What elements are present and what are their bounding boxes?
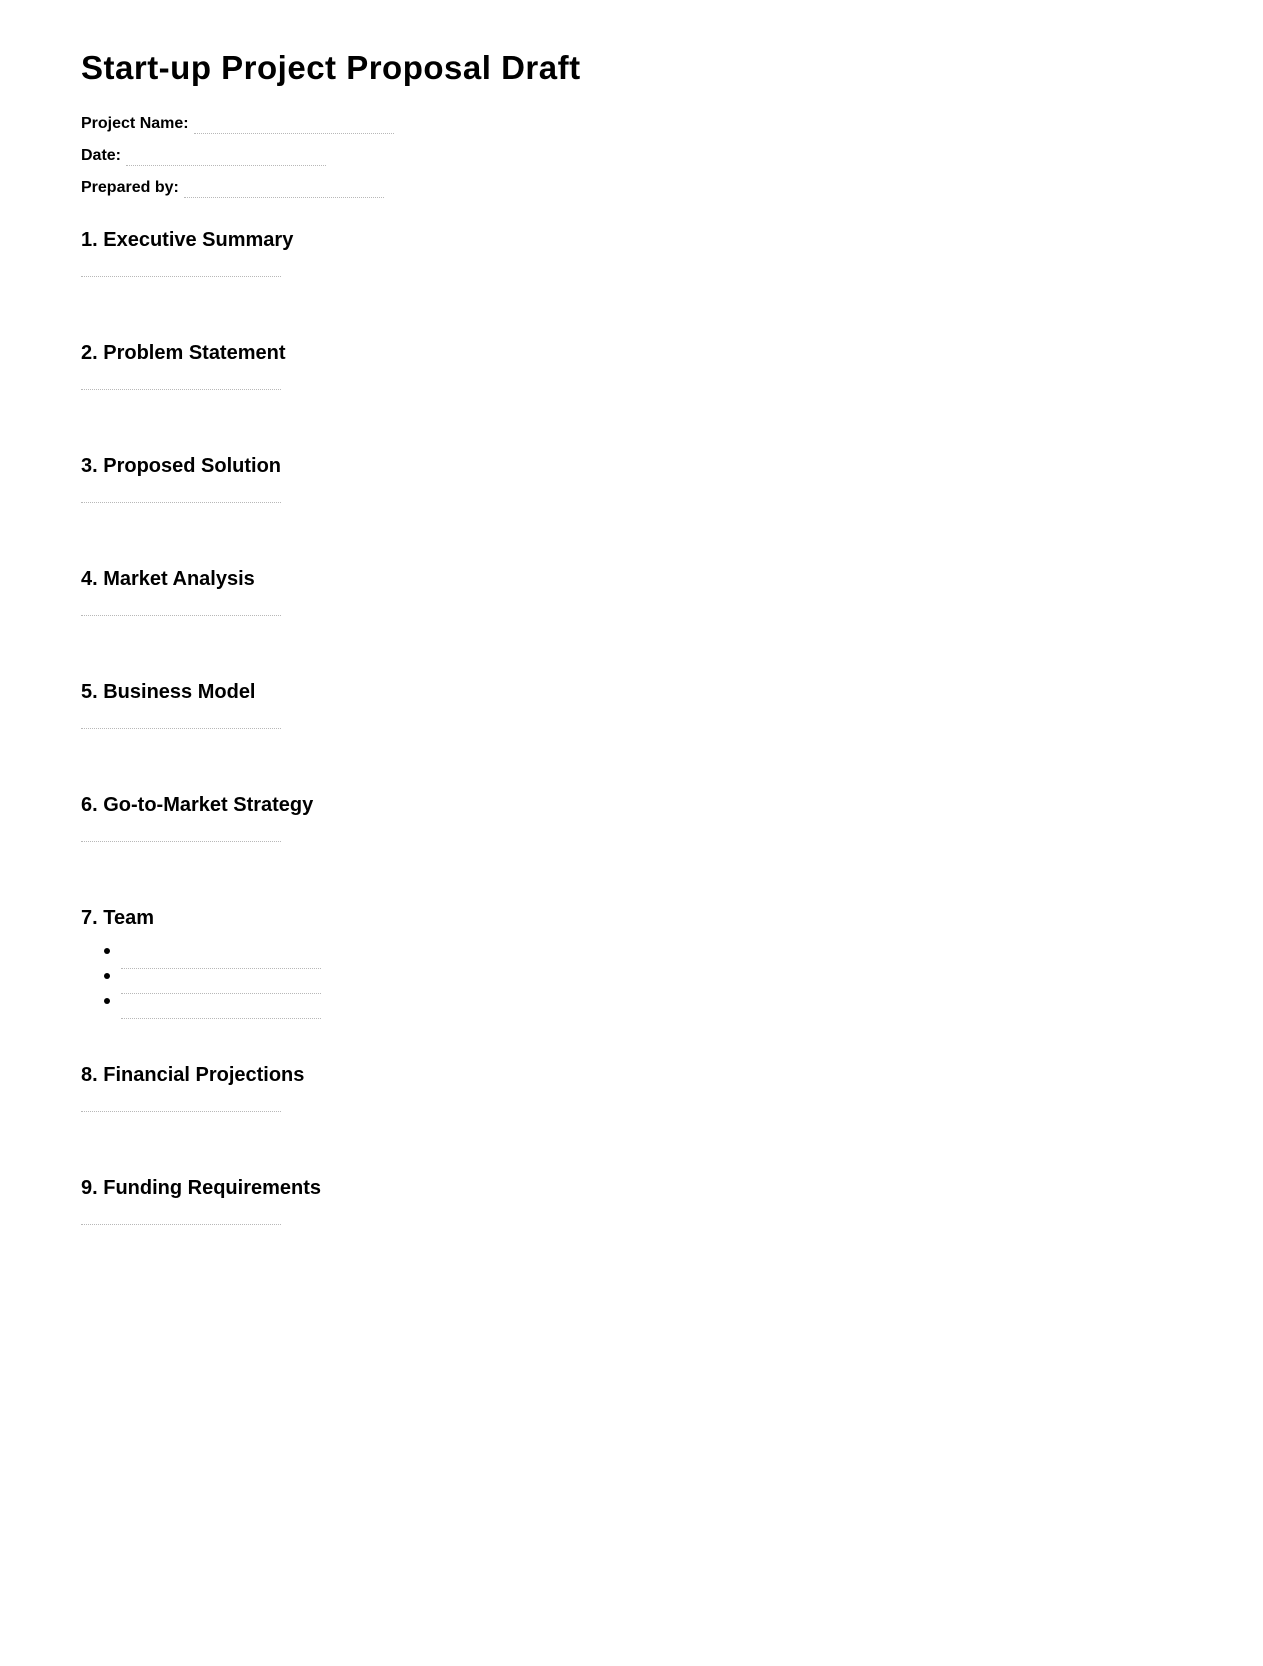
business-model-field[interactable] <box>81 727 281 729</box>
meta-row-date <box>81 134 1181 166</box>
meta-fields <box>81 102 1181 198</box>
section-heading: 1. Executive Summary <box>81 229 294 251</box>
section-financial-projections <box>81 1063 1181 1112</box>
team-member-field[interactable] <box>121 948 321 969</box>
project-name-label: Project Name: <box>81 115 189 132</box>
section-heading: 8. Financial Projections <box>81 1064 305 1086</box>
funding-requirements-field[interactable] <box>81 1223 281 1225</box>
section-heading: 2. Problem Statement <box>81 342 286 364</box>
executive-summary-field[interactable] <box>81 275 281 277</box>
section-heading: 5. Business Model <box>81 681 256 703</box>
list-item <box>81 944 1181 969</box>
proposal-sections <box>81 228 1181 1225</box>
section-executive-summary <box>81 228 1181 277</box>
team-member-field[interactable] <box>121 973 321 994</box>
bullet-icon <box>104 998 110 1004</box>
meta-row-project-name <box>81 102 1181 134</box>
proposed-solution-field[interactable] <box>81 501 281 503</box>
bullet-icon <box>104 973 110 979</box>
section-team <box>81 906 1181 1019</box>
section-business-model <box>81 680 1181 729</box>
meta-row-prepared-by <box>81 166 1181 198</box>
section-problem-statement <box>81 341 1181 390</box>
project-name-field[interactable] <box>194 115 394 134</box>
list-item <box>81 969 1181 994</box>
team-member-field[interactable] <box>121 998 321 1019</box>
problem-statement-field[interactable] <box>81 388 281 390</box>
bullet-icon <box>104 948 110 954</box>
date-label: Date: <box>81 147 122 164</box>
prepared-by-field[interactable] <box>184 179 384 198</box>
section-heading: 9. Funding Requirements <box>81 1177 322 1199</box>
go-to-market-strategy-field[interactable] <box>81 840 281 842</box>
section-heading: 3. Proposed Solution <box>81 455 282 477</box>
list-item <box>81 994 1181 1019</box>
team-list <box>81 944 1181 1019</box>
section-funding-requirements <box>81 1176 1181 1225</box>
section-heading: 7. Team <box>81 907 154 929</box>
section-go-to-market-strategy <box>81 793 1181 842</box>
section-market-analysis <box>81 567 1181 616</box>
section-proposed-solution <box>81 454 1181 503</box>
document-page <box>81 48 1181 1225</box>
market-analysis-field[interactable] <box>81 614 281 616</box>
prepared-by-label: Prepared by: <box>81 179 179 196</box>
section-heading: 4. Market Analysis <box>81 568 255 590</box>
date-field[interactable] <box>126 147 326 166</box>
financial-projections-field[interactable] <box>81 1110 281 1112</box>
section-heading: 6. Go-to-Market Strategy <box>81 794 314 816</box>
document-title: Start-up Project Proposal Draft <box>81 49 581 86</box>
